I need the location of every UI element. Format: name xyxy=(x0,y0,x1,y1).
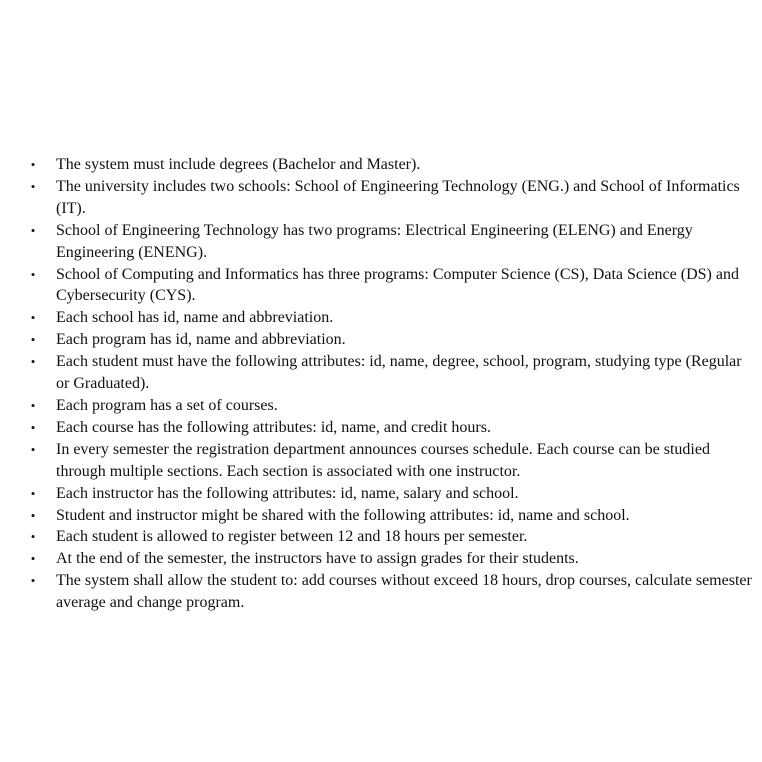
requirement-text: In every semester the registration department announces courses schedule. Each course can be studied through multiple sections. Each section is associated with one instructor. xyxy=(56,440,710,480)
bullet-icon: • xyxy=(30,157,36,172)
bullet-icon: • xyxy=(30,485,36,501)
requirement-item xyxy=(24,417,752,439)
bullet-icon: • xyxy=(30,332,36,348)
bullet-icon: • xyxy=(30,222,36,238)
bullet-icon: • xyxy=(30,310,36,326)
bullet-icon: • xyxy=(30,551,36,567)
requirement-text: Each student is allowed to register between 12 and 18 hours per semester. xyxy=(56,528,528,546)
requirement-item xyxy=(24,329,752,351)
requirement-text: The system must include degrees (Bachelor and Master). xyxy=(56,156,421,173)
bullet-icon: • xyxy=(30,354,36,370)
bullet-icon: • xyxy=(30,266,36,282)
requirement-text: Each school has id, name and abbreviation. xyxy=(56,309,334,327)
requirement-item xyxy=(24,351,752,395)
bullet-icon: • xyxy=(30,397,36,413)
requirement-item xyxy=(24,548,752,570)
bullet-icon: • xyxy=(30,529,36,545)
requirement-text: Each program has id, name and abbreviation. xyxy=(56,331,346,349)
requirement-text: The system shall allow the student to: add courses without exceed 18 hours, drop courses, calculate semester average and change program. xyxy=(56,572,752,612)
requirement-text: Student and instructor might be shared with the following attributes: id, name and school. xyxy=(56,506,630,524)
bullet-icon: • xyxy=(30,441,36,457)
requirement-item xyxy=(24,526,752,548)
requirement-item xyxy=(24,176,752,220)
bullet-icon: • xyxy=(30,419,36,435)
requirement-item xyxy=(24,505,752,527)
requirement-item xyxy=(24,395,752,417)
bullet-icon: • xyxy=(30,507,36,523)
requirement-item xyxy=(24,570,752,614)
requirement-text: Each instructor has the following attributes: id, name, salary and school. xyxy=(56,484,519,502)
bullet-icon: • xyxy=(30,573,36,589)
requirements-list xyxy=(24,154,752,614)
requirement-text: Each program has a set of courses. xyxy=(56,396,278,414)
requirement-item xyxy=(24,307,752,329)
requirement-item xyxy=(24,439,752,483)
requirement-text: School of Engineering Technology has two programs: Electrical Engineering (ELENG) and Energy Engineering (ENENG). xyxy=(56,221,693,261)
requirement-item xyxy=(24,154,752,176)
requirement-text: Each course has the following attributes: id, name, and credit hours. xyxy=(56,418,491,436)
requirement-item xyxy=(24,264,752,308)
requirement-text: The university includes two schools: School of Engineering Technology (ENG.) and School of Informatics (IT). xyxy=(56,177,740,217)
requirement-text: Each student must have the following attributes: id, name, degree, school, program, studying type (Regular or Graduated). xyxy=(56,353,742,393)
requirement-item xyxy=(24,220,752,264)
bullet-icon: • xyxy=(30,178,36,194)
requirement-text: School of Computing and Informatics has three programs: Computer Science (CS), Data Science (DS) and Cybersecurity (CYS). xyxy=(56,265,739,305)
requirement-text: At the end of the semester, the instructors have to assign grades for their students. xyxy=(56,550,579,568)
requirement-item xyxy=(24,483,752,505)
